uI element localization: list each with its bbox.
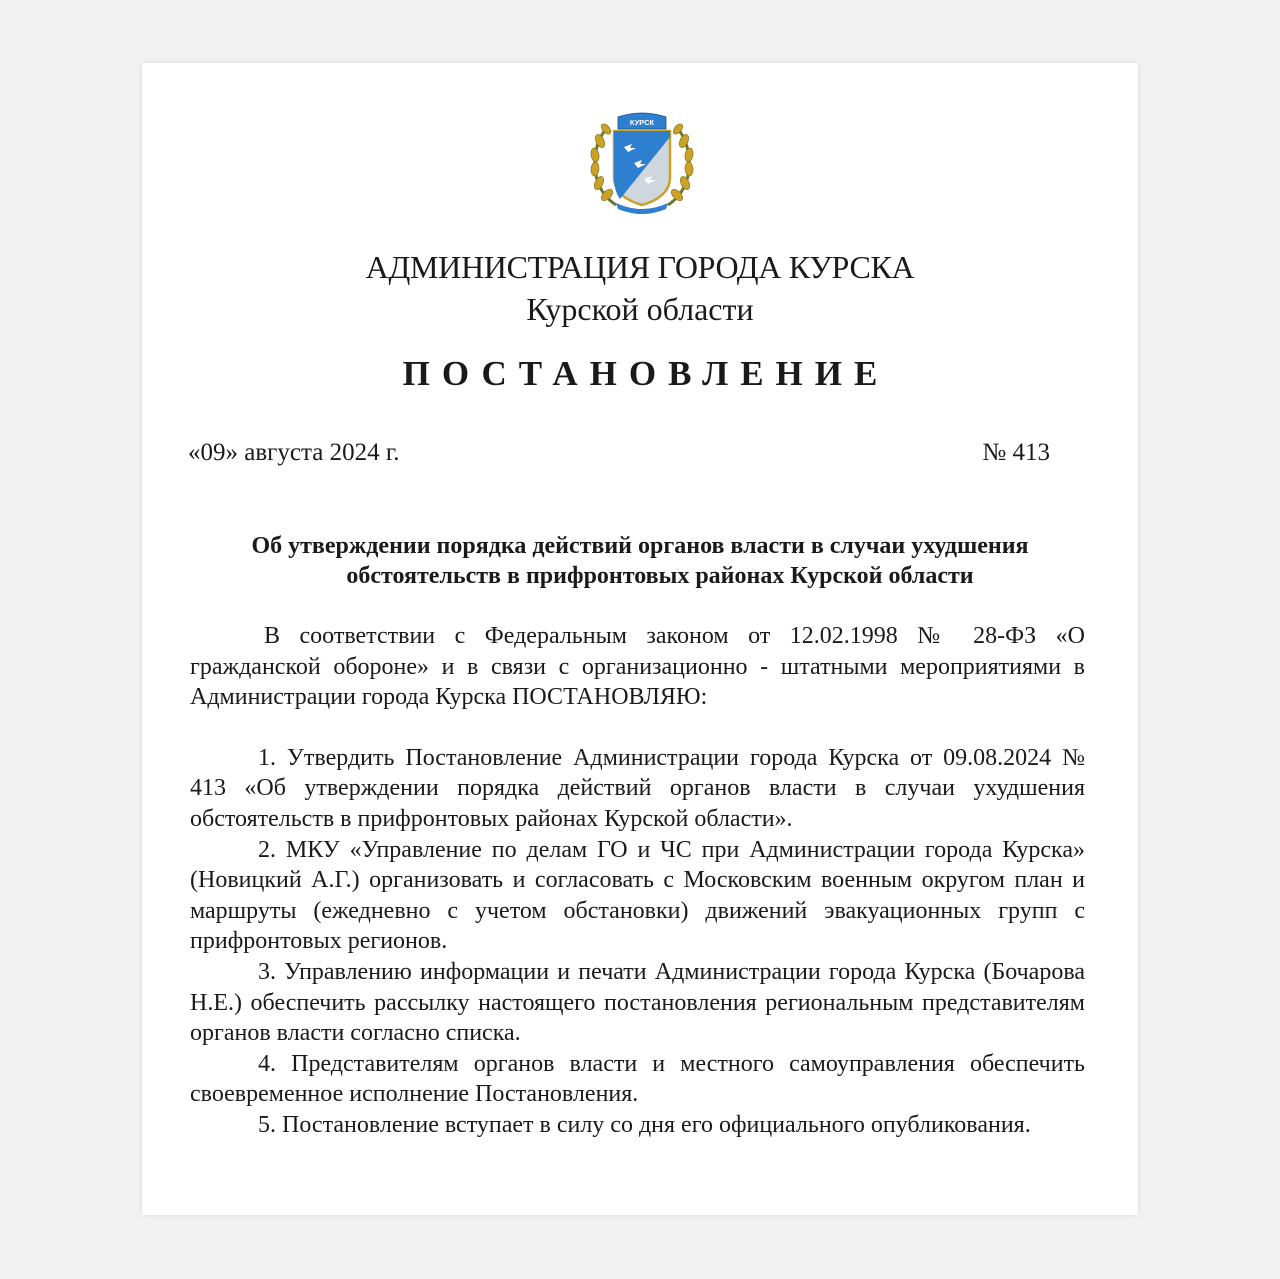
subject-line: обстоятельств в прифронтовых районах Курской области [346, 563, 974, 589]
document-date: «09» августа 2024 г. [188, 439, 400, 466]
document-number: № 413 [982, 439, 1050, 466]
subject-line: Об утверждении порядка действий органов власти в случаи ухудшения [251, 533, 1029, 559]
resolution-item: 1. Утвердить Постановление Администрации города Курска от 09.08.2024 № 413 «Об утверждении порядка действий органов власти в случаи ухудшения обстоятельств в прифронтовых районах Курской области». [190, 744, 1085, 832]
document-type-heading: ПОСТАНОВЛЕНИЕ [402, 354, 890, 393]
resolution-item: 5. Постановление вступает в силу со дня его официального опубликования. [258, 1111, 1031, 1138]
resolution-item: 3. Управлению информации и печати Администрации города Курска (Бочарова Н.Е.) обеспечить рассылку настоящего постановления региональным представителям органов власти согласно списка. [190, 958, 1085, 1047]
resolution-item: 4. Представителям органов власти и местного самоуправления обеспечить своевременное исполнение Постановления. [190, 1050, 1085, 1108]
organization-title: АДМИНИСТРАЦИЯ ГОРОДА КУРСКА [365, 249, 915, 285]
coat-of-arms-emblem [586, 107, 698, 217]
region-subtitle: Курской области [526, 291, 754, 327]
document-page [142, 63, 1138, 1215]
document-subject [182, 531, 1098, 591]
resolution-item: 2. МКУ «Управление по делам ГО и ЧС при Администрации города Курска» (Новицкий А.Г.) организовать и согласовать с Московским военным округом план и маршруты (ежедневно с учетом обстановки) движений эвакуационных групп с прифронтовых регионов. [190, 836, 1085, 955]
emblem-crown-text: КУРСК [629, 118, 655, 127]
intro-paragraph: В соответствии с Федеральным законом от 12.02.1998 № 28-ФЗ «О гражданской обороне» и в связи с организационно - штатными мероприятиями в Администрации города Курска ПОСТАНОВЛЯЮ: [190, 623, 1085, 711]
document-body [190, 621, 1085, 1141]
